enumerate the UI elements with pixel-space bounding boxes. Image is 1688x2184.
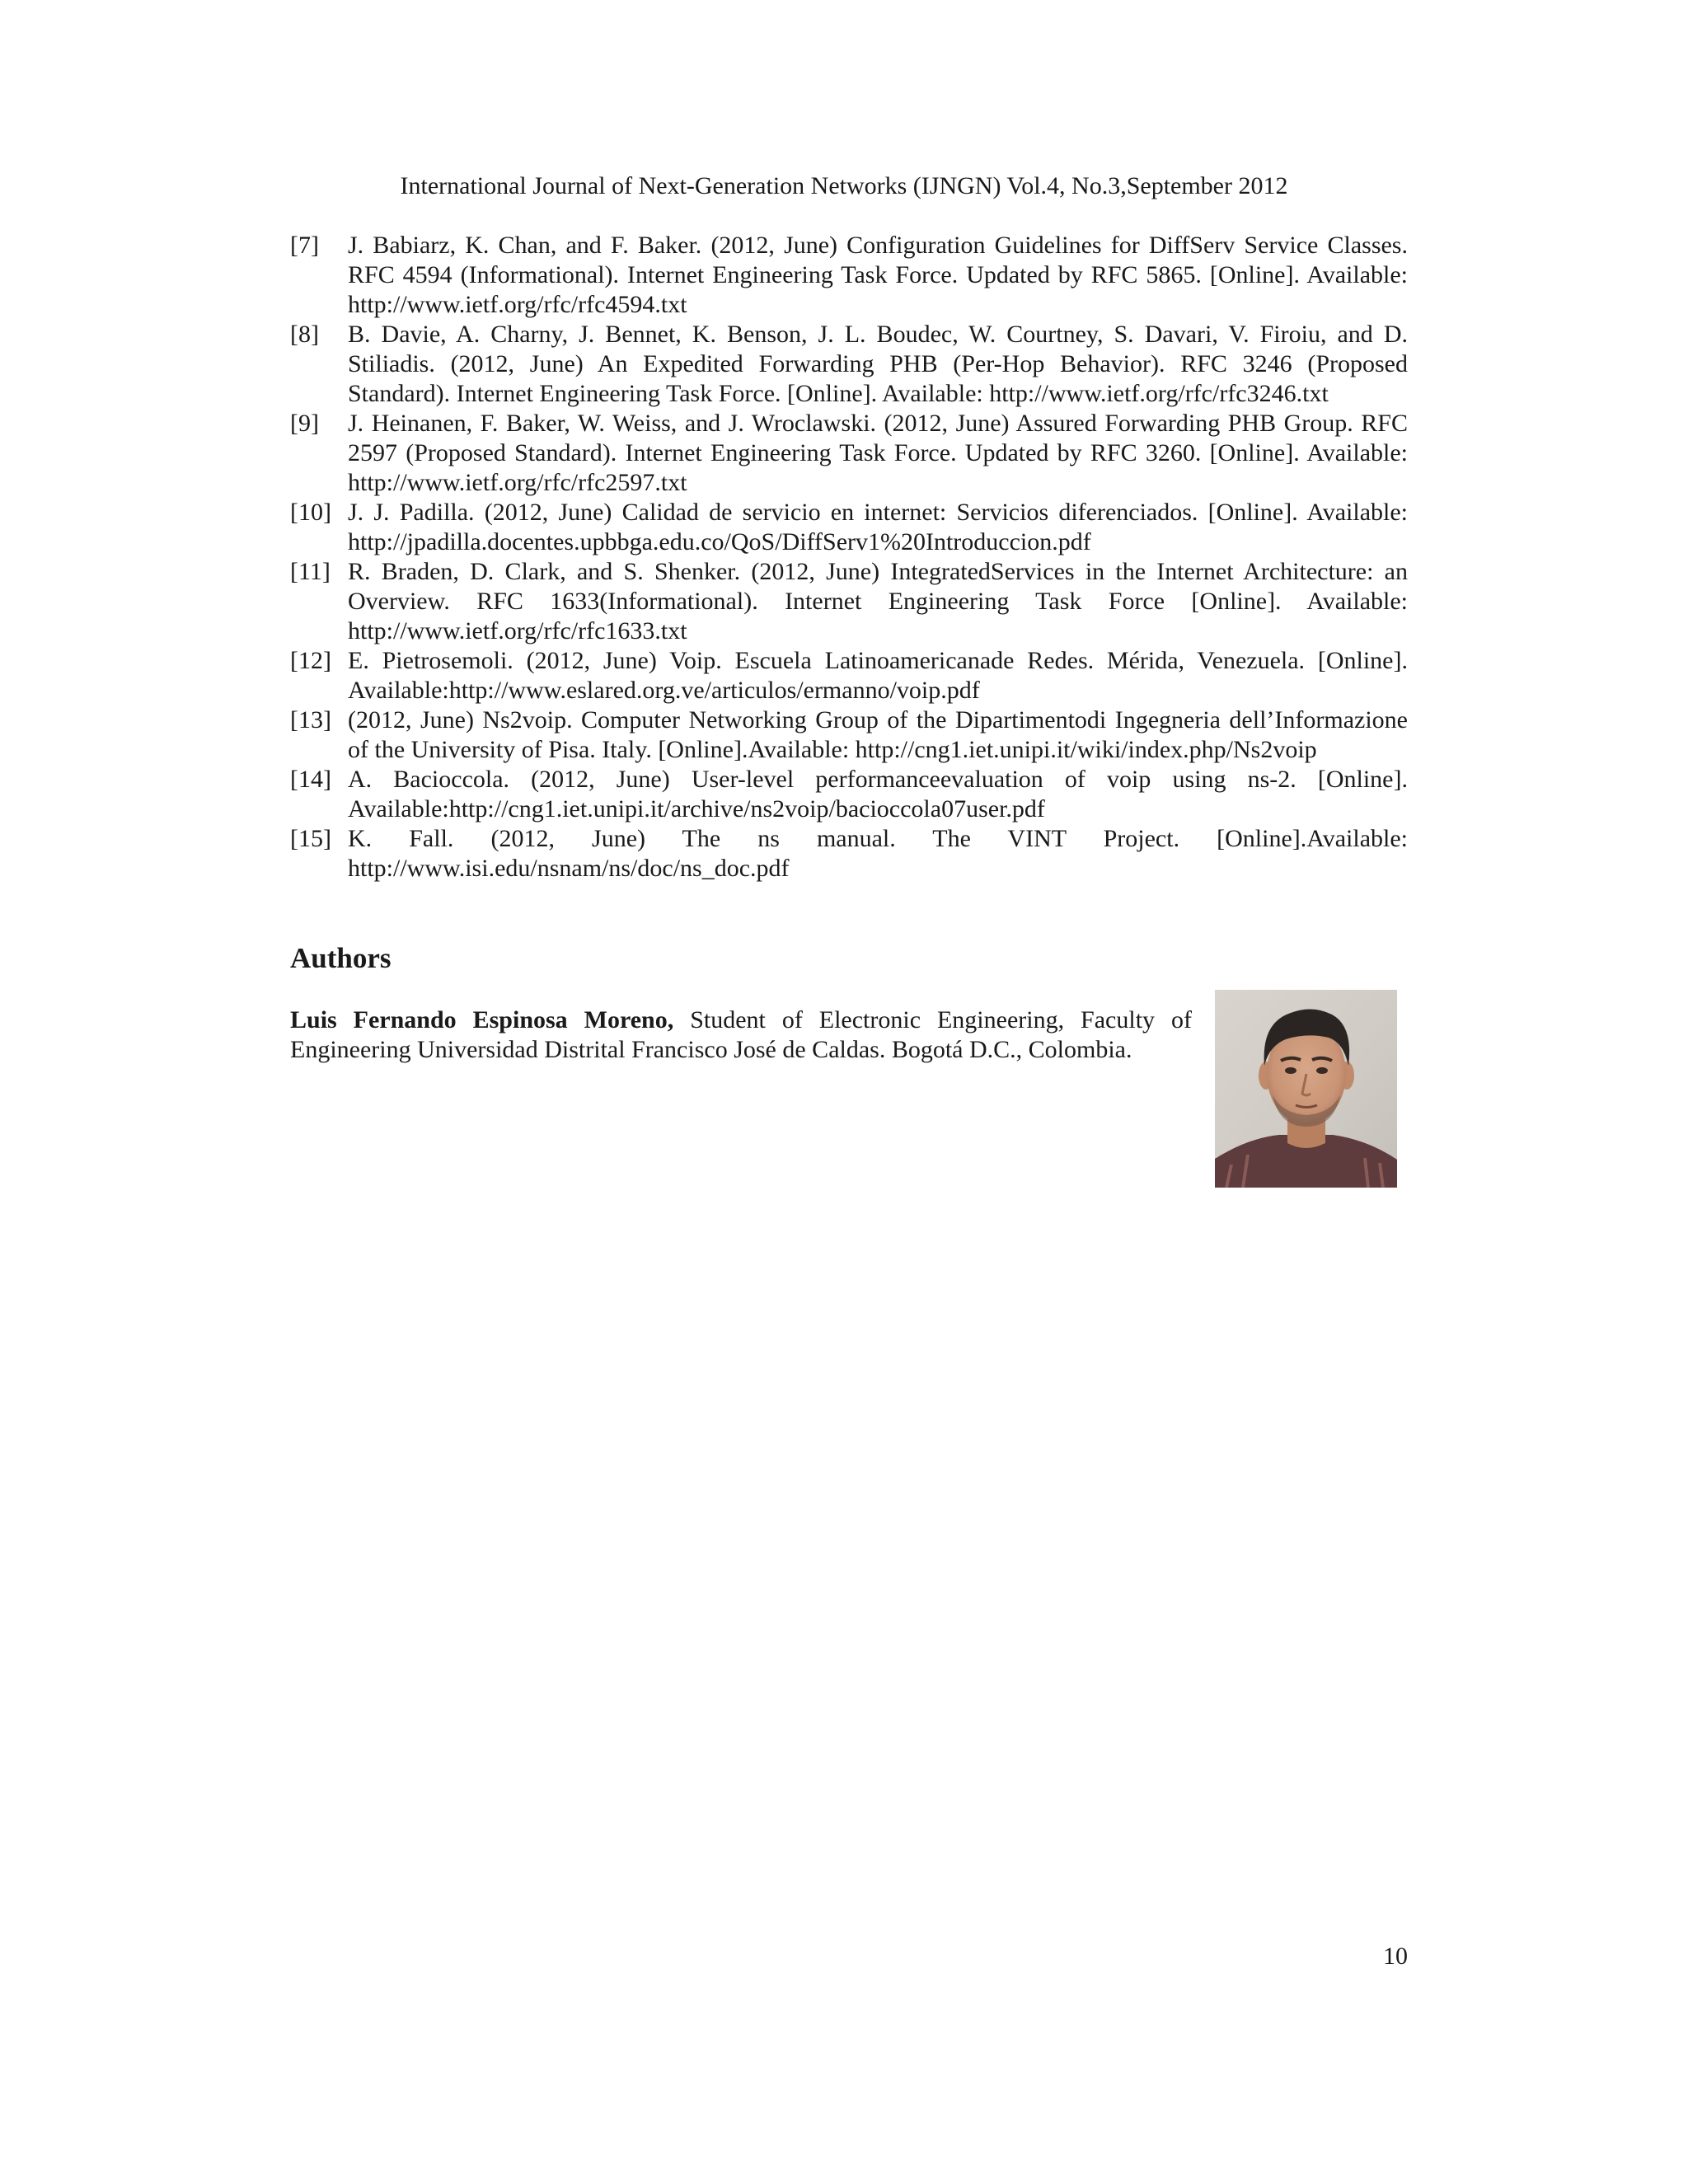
reference-number: [8] [290, 321, 319, 348]
page-number: 10 [1383, 1943, 1408, 1970]
reference-text: R. Braden, D. Clark, and S. Shenker. (2012, June) IntegratedServices in the Internet Architecture: an Overview. RFC 1633(Informational). Internet Engineering Task Force [Online]. Available: http://www.ietf.org/rfc/rfc1633.txt [348, 558, 1408, 644]
reference-number: [12] [290, 647, 331, 674]
reference-item [290, 824, 1408, 883]
reference-text: K. Fall. (2012, June) The ns manual. The VINT Project. [Online].Available: http://www.isi.edu/nsnam/ns/doc/ns_doc.pdf [348, 825, 1408, 882]
author-name: Luis Fernando Espinosa Moreno, [290, 1006, 674, 1033]
reference-number: [15] [290, 825, 331, 852]
reference-item [290, 765, 1408, 824]
reference-item [290, 646, 1408, 705]
reference-item [290, 705, 1408, 765]
reference-number: [13] [290, 706, 331, 733]
reference-text: A. Bacioccola. (2012, June) User-level performanceevaluation of voip using ns-2. [Online]. Available:http://cng1.iet.unipi.it/archive/ns2voip/bacioccola07user.pdf [348, 766, 1408, 823]
author-bio [290, 1005, 1192, 1065]
reference-item [290, 320, 1408, 409]
reference-item [290, 498, 1408, 557]
reference-number: [14] [290, 766, 331, 793]
reference-text: B. Davie, A. Charny, J. Bennet, K. Benson, J. L. Boudec, W. Courtney, S. Davari, V. Firoiu, and D. Stiliadis. (2012, June) An Expedited Forwarding PHB (Per-Hop Behavior). RFC 3246 (Proposed Standard). Internet Engineering Task Force. [Online]. Available: http://www.ietf.org/rfc/rfc3246.txt [348, 321, 1408, 407]
reference-number: [11] [290, 558, 331, 585]
reference-text: J. Heinanen, F. Baker, W. Weiss, and J. Wroclawski. (2012, June) Assured Forwarding PHB Group. RFC 2597 (Proposed Standard). Internet Engineering Task Force. Updated by RFC 3260. [Online]. Available: http://www.ietf.org/rfc/rfc2597.txt [348, 410, 1408, 496]
reference-list [290, 231, 1408, 883]
reference-number: [10] [290, 499, 331, 526]
author-photo [1215, 990, 1397, 1188]
authors-heading: Authors [290, 942, 392, 974]
reference-item [290, 231, 1408, 320]
reference-number: [9] [290, 410, 319, 437]
running-header: International Journal of Next-Generation Networks (IJNGN) Vol.4, No.3,September 2012 [400, 172, 1288, 199]
reference-text: J. J. Padilla. (2012, June) Calidad de servicio en internet: Servicios diferenciados. [Online]. Available: http://jpadilla.docentes.upbbga.edu.co/QoS/DiffServ1%20Introduccion.pdf [348, 499, 1408, 555]
reference-text: J. Babiarz, K. Chan, and F. Baker. (2012, June) Configuration Guidelines for DiffServ Service Classes. RFC 4594 (Informational). Internet Engineering Task Force. Updated by RFC 5865. [Online]. Available: http://www.ietf.org/rfc/rfc4594.txt [348, 232, 1408, 318]
reference-item [290, 557, 1408, 646]
reference-item [290, 409, 1408, 498]
author-bio-text: Student of Electronic Engineering, Faculty of Engineering Universidad Distrital Francisco José de Caldas. Bogotá D.C., Colombia. [290, 1006, 1192, 1063]
reference-text: (2012, June) Ns2voip. Computer Networking Group of the Dipartimentodi Ingegneria dell’Informazione of the University of Pisa. Italy. [Online].Available: http://cng1.iet.unipi.it/wiki/index.php/Ns2voip [348, 706, 1408, 763]
reference-number: [7] [290, 232, 319, 259]
reference-text: E. Pietrosemoli. (2012, June) Voip. Escuela Latinoamericanade Redes. Mérida, Venezuela. [Online]. Available:http://www.eslared.org.ve/articulos/ermanno/voip.pdf [348, 647, 1408, 704]
